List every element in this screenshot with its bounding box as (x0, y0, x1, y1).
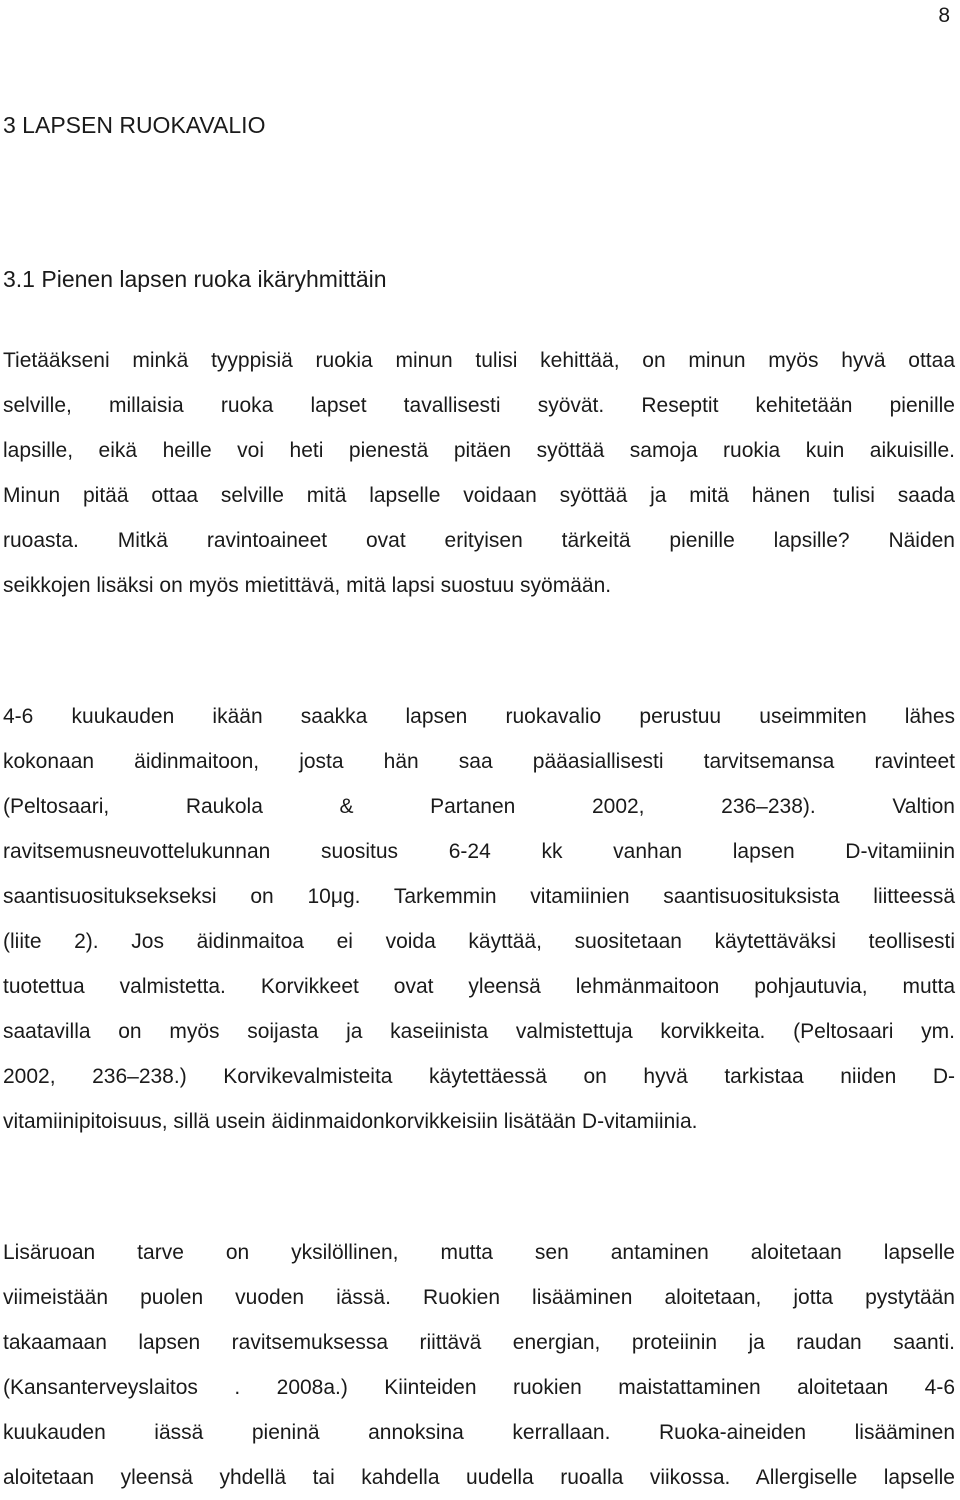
paragraph-line: vitamiinipitoisuus, sillä usein äidinmaidonkorvikkeisiin lisätään D-vitamiinia. (3, 1110, 698, 1133)
page-number: 8 (938, 4, 950, 27)
paragraph-line: kokonaan äidinmaitoon, josta hän saa pääasiallisesti tarvitsemansa ravinteet (3, 750, 955, 773)
section-title: 3.1 Pienen lapsen ruoka ikäryhmittäin (3, 266, 387, 292)
paragraph-line: kuukauden iässä pieninä annoksina kerrallaan. Ruoka-aineiden lisääminen (3, 1421, 955, 1444)
paragraph-1 (3, 338, 955, 608)
paragraph-line: (Kansanterveyslaitos . 2008a.) Kiinteiden ruokien maistattaminen aloitetaan 4-6 (3, 1376, 955, 1399)
paragraph-3 (3, 1230, 955, 1500)
paragraph-line: ruoasta. Mitkä ravintoaineet ovat erityisen tärkeitä pienille lapsille? Näiden (3, 529, 955, 552)
paragraph-line: aloitetaan yleensä yhdellä tai kahdella uudella ruoalla viikossa. Allergiselle lapselle (3, 1466, 955, 1489)
paragraph-line: (liite 2). Jos äidinmaitoa ei voida käyttää, suositetaan käytettäväksi teollisesti (3, 930, 955, 953)
paragraph-line: 2002, 236–238.) Korvikevalmisteita käytettäessä on hyvä tarkistaa niiden D- (3, 1065, 955, 1088)
paragraph-line: saantisuosituksekseksi on 10μg. Tarkemmin vitamiinien saantisuosituksista liitteessä (3, 885, 955, 908)
paragraph-line: saatavilla on myös soijasta ja kaseiinista valmistettuja korvikkeita. (Peltosaari ym. (3, 1020, 955, 1043)
paragraph-line: lapsille, eikä heille voi heti pienestä pitäen syöttää samoja ruokia kuin aikuisille. (3, 439, 955, 462)
paragraph-line: viimeistään puolen vuoden iässä. Ruokien lisääminen aloitetaan, jotta pystytään (3, 1286, 955, 1309)
paragraph-line: seikkojen lisäksi on myös mietittävä, mitä lapsi suostuu syömään. (3, 574, 612, 597)
chapter-title: 3 LAPSEN RUOKAVALIO (3, 112, 266, 138)
paragraph-line: Lisäruoan tarve on yksilöllinen, mutta sen antaminen aloitetaan lapselle (3, 1241, 955, 1264)
paragraph-line: Tietääkseni minkä tyyppisiä ruokia minun tulisi kehittää, on minun myös hyvä ottaa (3, 349, 955, 372)
paragraph-line: tuotettua valmistetta. Korvikkeet ovat yleensä lehmänmaitoon pohjautuvia, mutta (3, 975, 955, 998)
paragraph-line: ravitsemusneuvottelukunnan suositus 6-24 kk vanhan lapsen D-vitamiinin (3, 840, 955, 863)
paragraph-2 (3, 694, 955, 1144)
paragraph-line: 4-6 kuukauden ikään saakka lapsen ruokavalio perustuu useimmiten lähes (3, 705, 955, 728)
paragraph-line: selville, millaisia ruoka lapset tavallisesti syövät. Reseptit kehitetään pienille (3, 394, 955, 417)
paragraph-line: (Peltosaari, Raukola & Partanen 2002, 236–238). Valtion (3, 795, 955, 818)
paragraph-line: Minun pitää ottaa selville mitä lapselle voidaan syöttää ja mitä hänen tulisi saada (3, 484, 955, 507)
paragraph-line: takaamaan lapsen ravitsemuksessa riittävä energian, proteiinin ja raudan saanti. (3, 1331, 955, 1354)
